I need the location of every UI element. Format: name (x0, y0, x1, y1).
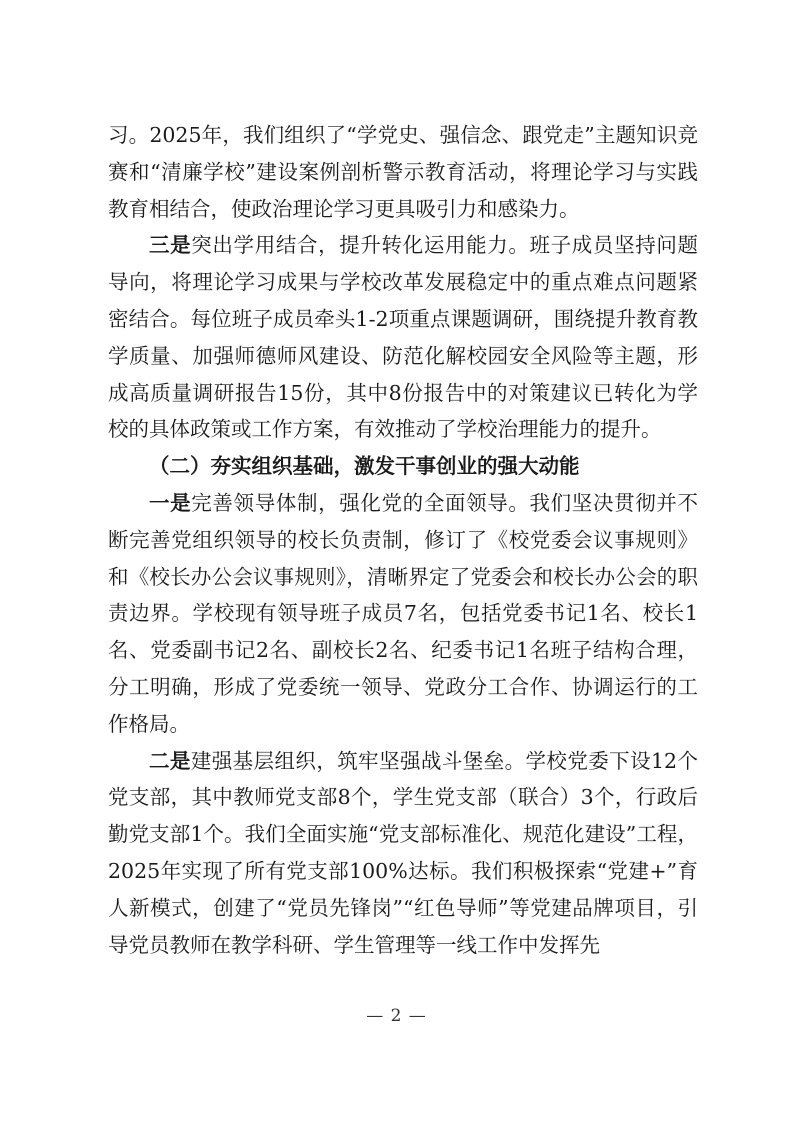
paragraph-lead: 三是 (149, 233, 192, 258)
paragraph-continuation (108, 117, 698, 227)
paragraph-lead: 一是 (149, 490, 192, 515)
paragraph-text: 完善领导体制，强化党的全面领导。我们坚决贯彻并不断完善党组织领导的校长负责制，修订了《校党委会议事规则》和《校长办公会议事规则》，清晰界定了党委会和校长办公会的职责边界。学校现有领导班子成员7名，包括党委书记1名、校长1名、党委副书记2名、副校长2名、纪委书记1名班子结构合理，分工明确，形成了党委统一领导、党政分工合作、协调运行的工作格局。 (108, 490, 698, 736)
section-heading: （二）夯实组织基础，激发干事创业的强大动能 (149, 454, 580, 479)
page-number: — 2 — (366, 1006, 427, 1026)
paragraph-point-three (108, 227, 698, 448)
paragraph-point-one (108, 485, 698, 743)
paragraph-text: 建强基层组织，筑牢坚强战斗堡垒。学校党委下设12个党支部，其中教师党支部8个，学生党支部（联合）3个，行政后勤党支部1个。我们全面实施“党支部标准化、规范化建设”工程，2025年实现了所有党支部100%达标。我们积极探索“党建+”育人新模式，创建了“党员先锋岗”“红色导师”等党建品牌项目，引导党员教师在教学科研、学生管理等一线工作中发挥先 (108, 748, 699, 957)
paragraph-text: 习。2025年，我们组织了“学党史、强信念、跟党走”主题知识竞赛和“清廉学校”建设案例剖析警示教育活动，将理论学习与实践教育相结合，使政治理论学习更具吸引力和感染力。 (108, 123, 698, 221)
body-text (108, 117, 698, 963)
paragraph-text: 突出学用结合，提升转化运用能力。班子成员坚持问题导向，将理论学习成果与学校改革发展稳定中的重点难点问题紧密结合。每位班子成员牵头1-2项重点课题调研，围绕提升教育教学质量、加强师德师风建设、防范化解校园安全风险等主题，形成高质量调研报告15份，其中8份报告中的对策建议已转化为学校的具体政策或工作方案，有效推动了学校治理能力的提升。 (108, 233, 698, 442)
paragraph-lead: 二是 (149, 748, 191, 773)
paragraph-point-two (108, 743, 698, 964)
